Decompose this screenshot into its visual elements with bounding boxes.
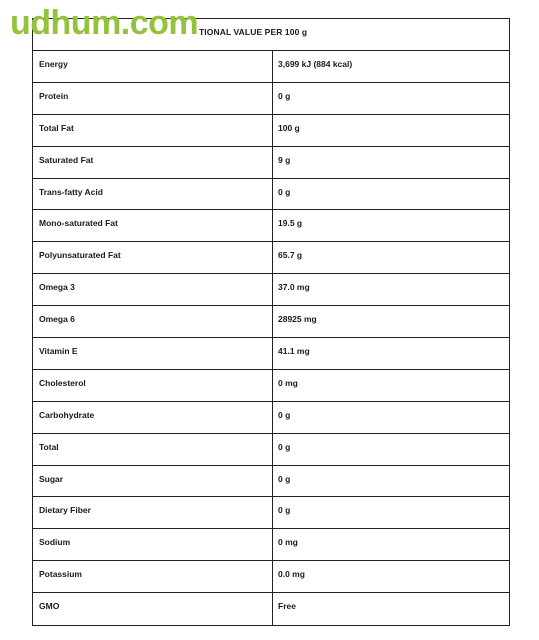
- nutrient-name: GMO: [33, 593, 273, 625]
- table-row: [33, 466, 509, 498]
- table-row: [33, 434, 509, 466]
- nutrient-name: Dietary Fiber: [33, 497, 273, 528]
- table-row: [33, 147, 509, 179]
- nutrient-value: 0 mg: [278, 537, 298, 548]
- nutrient-name: Omega 6: [33, 306, 273, 337]
- nutrient-value: 3,699 kJ (884 kcal): [278, 59, 353, 69]
- table-row: [33, 242, 509, 274]
- watermark-logo: udhum.com: [10, 4, 199, 42]
- table-body: [33, 51, 509, 625]
- nutrient-value: 28925 mg: [278, 314, 317, 325]
- nutrition-table: [32, 18, 510, 626]
- nutrient-name: Sugar: [33, 466, 273, 497]
- nutrient-name: Trans-fatty Acid: [33, 179, 273, 210]
- table-row: [33, 529, 509, 561]
- nutrient-value: Free: [278, 601, 296, 612]
- nutrient-name: Cholesterol: [33, 370, 273, 401]
- table-row: [33, 306, 509, 338]
- nutrient-name: Vitamin E: [33, 338, 273, 369]
- nutrient-value: 0 g: [278, 441, 291, 452]
- table-row: [33, 402, 509, 434]
- nutrient-name: Protein: [33, 83, 273, 114]
- nutrient-value: 0 g: [278, 505, 291, 516]
- nutrient-value: 65.7 g: [278, 250, 303, 261]
- nutrient-value: 0 g: [278, 409, 291, 420]
- table-row: [33, 561, 509, 593]
- nutrient-value: 41.1 mg: [278, 346, 310, 357]
- table-row: [33, 115, 509, 147]
- table-row: [33, 593, 509, 625]
- nutrient-value: 0 g: [278, 473, 291, 484]
- table-row: [33, 338, 509, 370]
- nutrient-name: Polyunsaturated Fat: [33, 242, 273, 273]
- nutrient-name: Carbohydrate: [33, 402, 273, 433]
- nutrient-name: Potassium: [33, 561, 273, 592]
- table-row: [33, 274, 509, 306]
- nutrient-value: 19.5 g: [278, 218, 303, 229]
- nutrient-value: 0.0 mg: [278, 569, 305, 580]
- nutrient-value: 0 g: [278, 90, 291, 101]
- nutrient-name: Omega 3: [33, 274, 273, 305]
- table-row: [33, 497, 509, 529]
- nutrient-value: 0 g: [278, 186, 291, 197]
- nutrient-name: Saturated Fat: [33, 147, 273, 178]
- nutrient-value: 37.0 mg: [278, 282, 310, 293]
- nutrient-value: 9 g: [278, 154, 291, 165]
- nutrient-name: Mono-saturated Fat: [33, 210, 273, 241]
- table-header-title: TIONAL VALUE PER 100 g: [199, 27, 308, 37]
- nutrient-name: Total: [33, 434, 273, 465]
- table-row: [33, 83, 509, 115]
- table-row: [33, 210, 509, 242]
- nutrient-value: 0 mg: [278, 377, 298, 388]
- nutrient-value: 100 g: [278, 122, 300, 133]
- nutrient-name: Sodium: [33, 529, 273, 560]
- nutrient-name: Energy: [33, 51, 273, 82]
- table-row: [33, 370, 509, 402]
- table-row: [33, 51, 509, 83]
- table-row: [33, 179, 509, 211]
- nutrient-name: Total Fat: [33, 115, 273, 146]
